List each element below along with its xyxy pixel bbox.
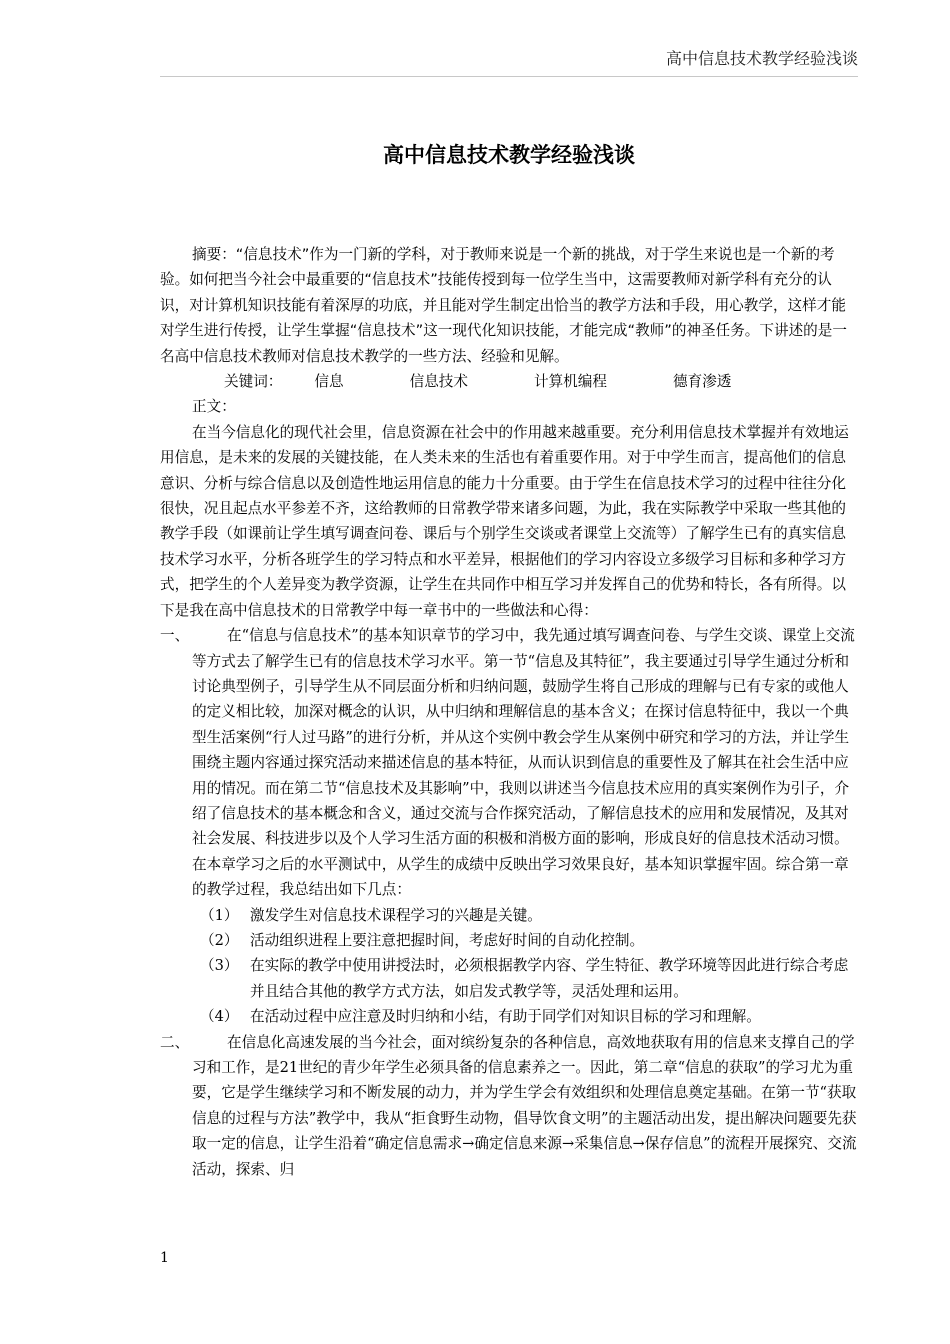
list-item	[200, 903, 860, 928]
intro-paragraph: 在当今信息化的现代社会里，信息资源在社会中的作用越来越重要。充分利用信息技术掌握并有效地运用信息，是未来的发展的关键技能，在人类未来的生活也有着重要作用。对于中学生而言，提高他们的信息意识、分析与综合信息以及创造性地运用信息的能力十分重要。由于学生在信息技术学习的过程中往往分化很快，况且起点水平参差不齐，这给教师的日常教学带来诸多问题，为此，我在实际教学中采取一些其他的教学手段（如课前让学生填写调查问卷、课后与个别学生交谈或者课堂上交流等）了解学生已有的真实信息技术学习水平，分析各班学生的学习特点和水平差异，根据他们的学习内容设立多级学习目标和多种学习方式，把学生的个人差异变为教学资源，让学生在共同作中相互学习并发挥自己的优势和特长，各有所得。以下是我在高中信息技术的日常教学中每一章书中的一些做法和心得：	[160, 423, 849, 619]
list-item	[200, 928, 860, 953]
list-item-text: 在实际的教学中使用讲授法时，必须根据教学内容、学生特征、教学环境等因此进行综合考虑并且结合其他的教学方式方法，如启发式教学等，灵活处理和运用。	[250, 957, 849, 1000]
section-text: 在信息化高速发展的当今社会，面对缤纷复杂的各种信息，高效地获取有用的信息来支撑自己的学习和工作，是21世纪的青少年学生必须具备的信息素养之一。因此，第二章“信息的获取”的学习尤为重要，它是学生继续学习和不断发展的动力，并为学生学会有效组织和处理信息奠定基础。在第一节“获取信息的过程与方法”教学中，我从“拒食野生动物，倡导饮食文明”的主题活动出发，提出解决问题要先获取一定的信息，让学生沿着“确定信息需求→确定信息来源→采集信息→保存信息”的流程开展探究、交流活动，探索、归	[192, 1033, 857, 1178]
header-rule	[160, 76, 858, 77]
keywords-label: 关键词：	[224, 373, 283, 391]
keyword-item: 信息技术	[409, 373, 468, 391]
body-label: 正文：	[192, 398, 236, 416]
keyword-item: 计算机编程	[533, 373, 607, 391]
page-number: 1	[160, 1250, 169, 1266]
list-item-text: 活动组织进程上要注意把握时间，考虑好时间的自动化控制。	[250, 931, 645, 949]
keyword-item: 信息	[314, 373, 344, 391]
list-item	[200, 1004, 860, 1029]
list-item-number: （4）	[200, 1008, 239, 1026]
list-item	[200, 953, 860, 1004]
list-item-number: （2）	[200, 931, 239, 949]
list-item-text: 激发学生对信息技术课程学习的兴趣是关键。	[250, 906, 542, 924]
section-number: 二、	[160, 1033, 190, 1051]
document-title: 高中信息技术教学经验浅谈	[383, 143, 635, 167]
list-item-number: （3）	[200, 957, 239, 975]
running-header: 高中信息技术教学经验浅谈	[665, 49, 858, 68]
list-item-text: 在活动过程中应注意及时归纳和小结，有助于同学们对知识目标的学习和理解。	[250, 1008, 761, 1026]
section-1	[160, 623, 860, 902]
section-number: 一、	[160, 627, 190, 645]
keyword-item: 德育渗透	[672, 373, 732, 391]
keywords-line	[160, 369, 860, 394]
list-item-number: （1）	[200, 906, 239, 924]
section-text: 在“信息与信息技术”的基本知识章节的学习中，我先通过填写调查问卷、与学生交谈、课堂上交流等方式去了解学生已有的信息技术学习水平。第一节“信息及其特征”，我主要通过引导学生通过分析和讨论典型例子，引导学生从不同层面分析和归纳问题，鼓励学生将自己形成的理解与已有专家的或他人的定义相比较，加深对概念的认识，从中归纳和理解信息的基本含义；在探讨信息特征中，我以一个典型生活案例“行人过马路”的进行分析，并从这个实例中教会学生从案例中研究和学习的方法，并让学生围绕主题内容通过探究活动来描述信息的基本特征，从而认识到信息的重要性及了解其在社会生活中应用的情况。而在第二节“信息技术及其影响”中，我则以讲述当今信息技术应用的真实案例作为引子，介绍了信息技术的基本概念和含义，通过交流与合作探究活动，了解信息技术的应用和发展情况，及其对社会发展、科技进步以及个人学习生活方面的积极和消极方面的影响，形成良好的信息技术活动习惯。在本章学习之后的水平测试中，从学生的成绩中反映出学习效果良好，基本知识掌握牢固。综合第一章的教学过程，我总结出如下几点：	[192, 627, 855, 899]
document-body	[160, 242, 860, 1182]
section-2	[160, 1030, 860, 1182]
abstract-paragraph: 摘要：“信息技术”作为一门新的学科，对于教师来说是一个新的挑战，对于学生来说也是一个新的考验。如何把当今社会中最重要的“信息技术”技能传授到每一位学生当中，这需要教师对新学科有充分的认识，对计算机知识技能有着深厚的功底，并且能对学生制定出恰当的教学方法和手段，用心教学，这样才能对学生进行传授，让学生掌握“信息技术”这一现代化知识技能，才能完成“教师”的神圣任务。下讲述的是一名高中信息技术教师对信息技术教学的一些方法、经验和见解。	[160, 246, 847, 365]
